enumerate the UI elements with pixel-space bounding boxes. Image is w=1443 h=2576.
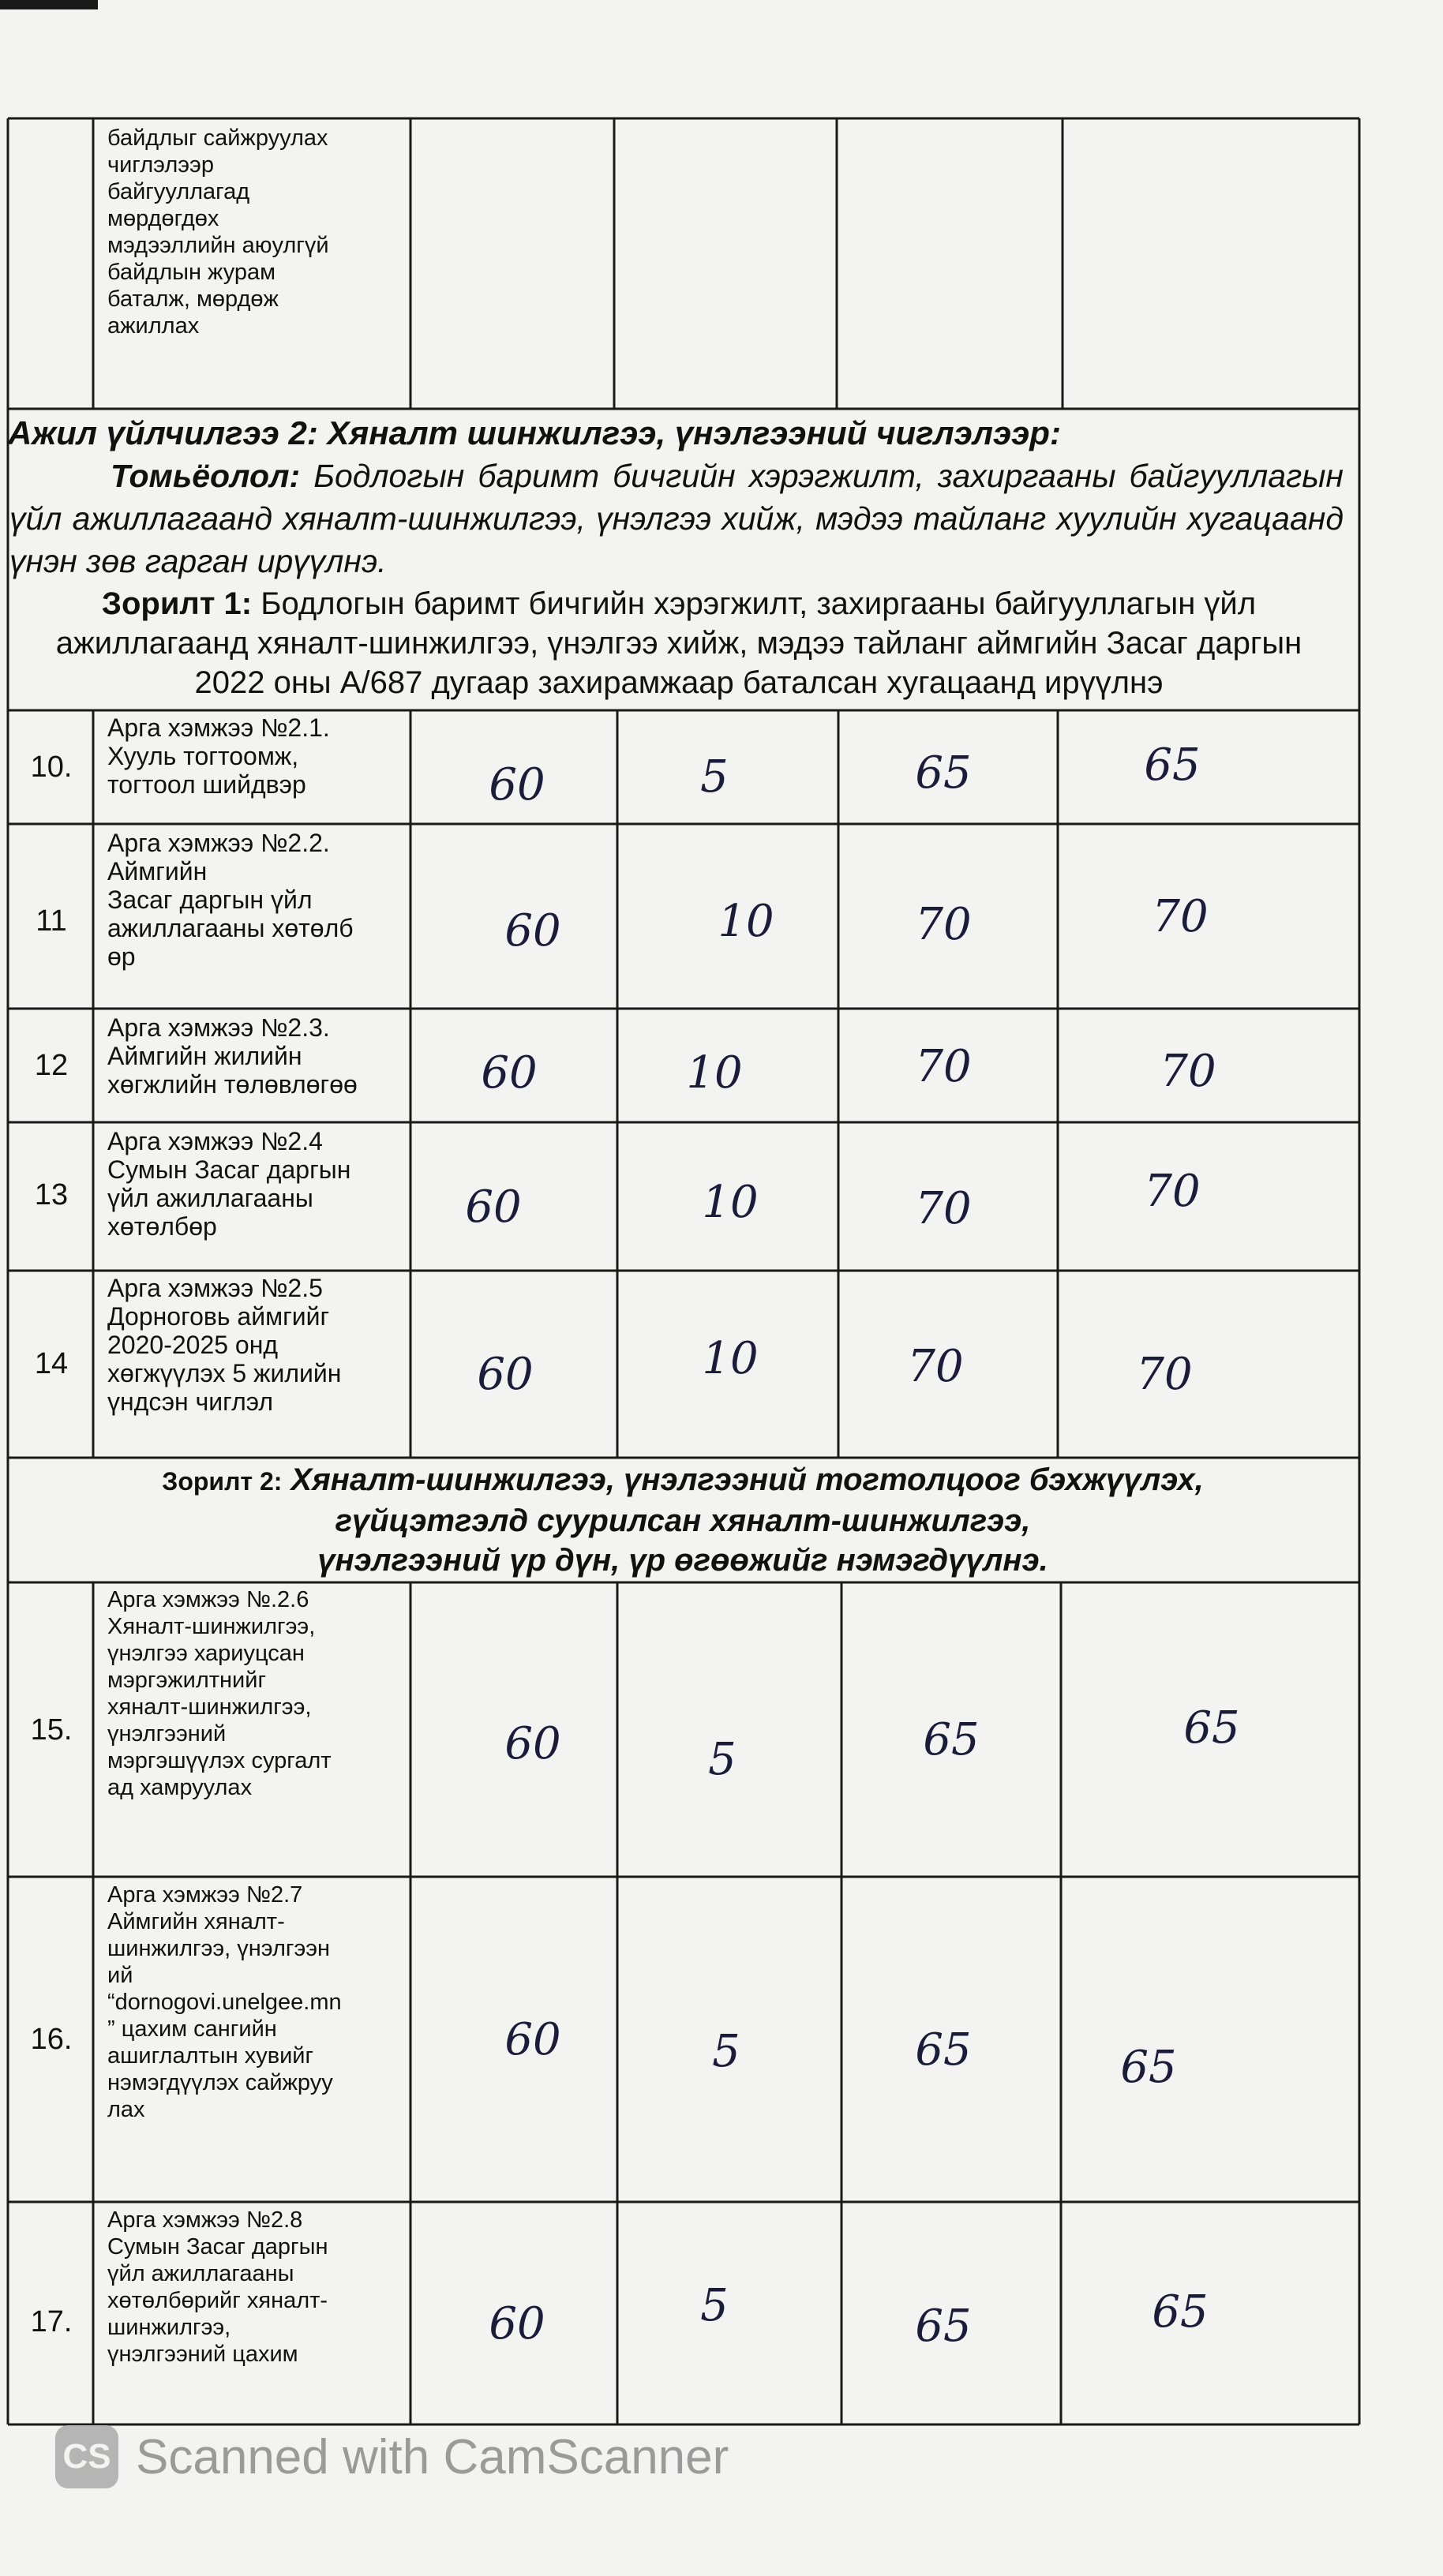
objective-2-label: Зорилт 2:	[162, 1467, 283, 1496]
row-number: 15.	[30, 1713, 73, 1747]
text-line: 2020-2025 онд	[107, 1331, 279, 1359]
text-line: үнэлгээний	[107, 1721, 227, 1747]
text-line: ” цахим сангийн	[107, 2016, 277, 2042]
goal-label: Томьёолол:	[111, 458, 301, 494]
score-total: 70	[915, 1041, 972, 1092]
score-total: 65	[923, 1714, 980, 1765]
text-line: лах	[107, 2097, 145, 2122]
score-extra: 5	[700, 2280, 729, 2331]
score-total: 65	[915, 2301, 972, 2352]
camscanner-logo-icon: CS	[55, 2425, 118, 2488]
score-extra: 10	[686, 1047, 743, 1099]
text-line: Хууль тогтоомж,	[107, 742, 299, 770]
row-description	[107, 1881, 396, 2123]
text-line: Арга хэмжээ №2.4	[107, 1127, 323, 1155]
goal-paragraph	[9, 455, 1344, 582]
score-plan: 60	[489, 759, 545, 811]
text-line: Арга хэмжээ №2.3.	[107, 1013, 330, 1042]
score-plan: 60	[504, 1718, 561, 1769]
row-number: 10.	[30, 751, 73, 784]
score-total: 65	[915, 2024, 972, 2076]
score-total: 70	[915, 1183, 972, 1234]
text-line: өр	[107, 942, 136, 971]
score-plan: 60	[481, 1047, 538, 1099]
watermark-text: Scanned with CamScanner	[136, 2429, 729, 2484]
text-line: ий	[107, 1963, 133, 1988]
score-final: 65	[1144, 739, 1201, 791]
objective-2-line	[16, 1460, 1350, 1501]
text-line: Арга хэмжээ №.2.6	[107, 1587, 309, 1612]
camscanner-watermark	[55, 2421, 729, 2492]
score-final: 65	[1120, 2042, 1177, 2093]
text-line: үйл ажиллагааны	[107, 2261, 294, 2286]
objective-1-text: Бодлогын баримт бичгийн хэрэгжилт, захиргааны байгууллагын үйл ажиллагаанд хяналт-шинжилгээ, үнэлгээ хийж, мэдээ тайланг аймгийн Засаг даргын 2022 оны А/687 дугаар захирамжаар баталсан хугацаанд ирүүлнэ	[55, 586, 1302, 700]
score-plan: 60	[504, 2014, 561, 2065]
text-line: ашиглалтын хувийг	[107, 2043, 314, 2069]
text-line: Сумын Засаг даргын	[107, 1155, 351, 1184]
text-line: хяналт-шинжилгээ,	[107, 1694, 312, 1720]
text-line: Арга хэмжээ №2.2.	[107, 829, 330, 857]
text-line: ажиллах	[107, 313, 200, 339]
text-line: үнэлгээ хариуцсан	[107, 1641, 305, 1666]
text-line: Арга хэмжээ №2.8	[107, 2207, 303, 2233]
text-line: Аймгийн	[107, 857, 208, 886]
score-extra: 10	[702, 1333, 759, 1384]
top-row-description	[107, 125, 396, 339]
score-final: 70	[1152, 891, 1209, 942]
text-line: баталж, мөрдөж	[107, 286, 279, 312]
row-number: 11	[36, 904, 67, 938]
text-line: Аймгийн жилийн	[107, 1042, 302, 1070]
score-final: 65	[1183, 1702, 1240, 1754]
goal-text: Бодлогын баримт бичгийн хэрэгжилт, захиргааны байгууллагын үйл ажиллагаанд хяналт-шинжилгээ, үнэлгээ хийж, мэдээ тайланг хуулийн хугацаанд үнэн зөв гарган ирүүлнэ.	[9, 458, 1344, 579]
text-line: байгууллагад	[107, 179, 250, 204]
objective-1-label: Зорилт 1:	[101, 586, 253, 621]
text-line: Арга хэмжээ №2.5	[107, 1274, 323, 1302]
score-extra: 10	[718, 896, 774, 947]
row-number: 17.	[30, 2305, 73, 2338]
row-description	[107, 1274, 396, 1416]
score-final: 70	[1160, 1046, 1216, 1097]
row-number: 13	[34, 1178, 69, 1211]
row-description	[107, 829, 396, 971]
text-line: үнэлгээний цахим	[107, 2342, 298, 2367]
row-description	[107, 713, 396, 799]
objective-1	[32, 584, 1326, 702]
text-line: хөгжлийн төлөвлөгөө	[107, 1070, 358, 1099]
score-extra: 5	[700, 751, 729, 803]
text-line: ажиллагааны хөтөлб	[107, 914, 354, 942]
score-plan: 60	[489, 2298, 545, 2349]
text-line: Засаг даргын үйл	[107, 886, 313, 914]
text-line: мөрдөгдөх	[107, 206, 219, 231]
text-line: хөгжүүлэх 5 жилийн	[107, 1359, 342, 1387]
row-description	[107, 2207, 396, 2368]
score-final: 70	[1144, 1166, 1201, 1217]
text-line: хөтөлбөрийг хяналт-	[107, 2288, 328, 2313]
objective-2	[16, 1460, 1350, 1580]
score-final: 70	[1136, 1349, 1193, 1400]
text-line: шинжилгээ,	[107, 2315, 231, 2340]
text-line: чиглэлээр	[107, 152, 214, 178]
score-extra: 5	[708, 1734, 736, 1785]
objective-2-line: гүйцэтгэлд суурилсан хяналт-шинжилгээ,	[335, 1503, 1031, 1538]
score-total: 70	[915, 899, 972, 950]
score-total: 65	[915, 747, 972, 799]
row-number: 12	[34, 1049, 69, 1082]
text-line: байдлыг сайжруулах	[107, 125, 328, 151]
text-line: Аймгийн хяналт-	[107, 1909, 285, 1934]
text-line: Дорноговь аймгийг	[107, 1302, 330, 1331]
text-line: үндсэн чиглэл	[107, 1387, 274, 1416]
row-number: 14	[34, 1347, 69, 1380]
score-plan: 60	[465, 1181, 522, 1233]
text-line: тогтоол шийдвэр	[107, 770, 306, 799]
text-line: хөтөлбөр	[107, 1212, 217, 1241]
text-line: үйл ажиллагааны	[107, 1184, 313, 1212]
objective-2-text: Хяналт-шинжилгээ, үнэлгээний тогтолцоог бэхжүүлэх,	[290, 1462, 1204, 1497]
objective-2-line: үнэлгээний үр дүн, үр өгөөжийг нэмэгдүүлнэ.	[317, 1543, 1048, 1578]
text-line: “dornogovi.unelgee.mn	[107, 1990, 342, 2015]
score-extra: 10	[702, 1177, 759, 1228]
text-line: мэдээллийн аюулгүй	[107, 233, 329, 258]
text-line: Арга хэмжээ №2.7	[107, 1882, 303, 1908]
row-description	[107, 1586, 396, 1801]
text-line: мэргэшүүлэх сургалт	[107, 1748, 332, 1773]
text-line: ад хамруулах	[107, 1775, 253, 1800]
row-description	[107, 1013, 396, 1099]
section-title: Ажил үйлчилгээ 2: Хяналт шинжилгээ, үнэлгээний чиглэлээр:	[8, 414, 1061, 451]
text-line: нэмэгдүүлэх сайжруу	[107, 2070, 333, 2095]
score-plan: 60	[504, 905, 561, 957]
score-extra: 5	[712, 2026, 740, 2077]
text-line: Сумын Засаг даргын	[107, 2234, 328, 2260]
score-final: 65	[1152, 2286, 1209, 2338]
text-line: байдлын журам	[107, 260, 276, 285]
text-line: Арга хэмжээ №2.1.	[107, 713, 330, 742]
score-plan: 60	[477, 1349, 534, 1400]
text-line: мэргэжилтнийг	[107, 1668, 267, 1693]
score-total: 70	[907, 1341, 964, 1392]
row-number: 16.	[30, 2023, 73, 2056]
text-line: шинжилгээ, үнэлгээн	[107, 1936, 331, 1961]
row-description	[107, 1127, 396, 1241]
text-line: Хяналт-шинжилгээ,	[107, 1614, 316, 1639]
